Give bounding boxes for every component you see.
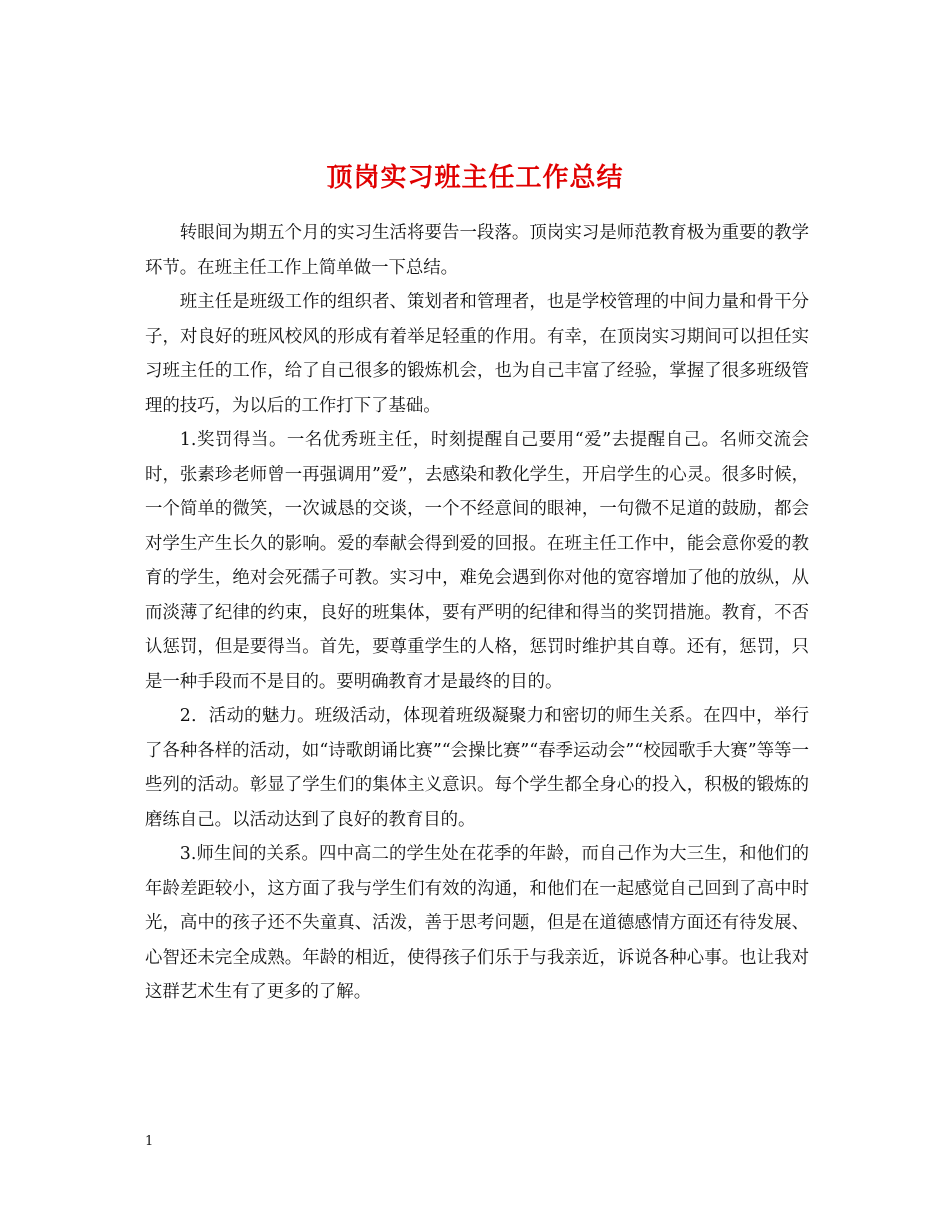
- page-title: 顶岗实习班主任工作总结: [326, 163, 624, 194]
- paragraph-intro: 转眼间为期五个月的实习生活将要告一段落。顶岗实习是师范教育极为重要的教学环节。在班主任工作上简单做一下总结。: [145, 223, 809, 278]
- paragraph-head-teacher-role: 班主任是班级工作的组织者、策划者和管理者，也是学校管理的中间力量和骨干分子，对良好的班风校风的形成有着举足轻重的作用。有幸，在顶岗实习期间可以担任实习班主任的工作，给了自己很多的锻炼机会，也为自己丰富了经验，掌握了很多班级管理的技巧，为以后的工作打下了基础。: [145, 292, 809, 416]
- page-number: 1: [145, 1134, 154, 1149]
- paragraph-teacher-student-relations: 3.师生间的关系。四中高二的学生处在花季的年龄，而自己作为大三生，和他们的年龄差距较小，这方面了我与学生们有效的沟通，和他们在一起感觉自己回到了高中时光，高中的孩子还不失童真、活泼，善于思考问题，但是在道德感情方面还有待发展、心智还未完全成熟。年龄的相近，使得孩子们乐于与我亲近，诉说各种心事。也让我对这群艺术生有了更多的了解。: [145, 844, 809, 1002]
- body-text: [145, 216, 809, 1010]
- paragraph-rewards-punishment: 1.奖罚得当。一名优秀班主任，时刻提醒自己要用“爱”去提醒自己。名师交流会时，张素珍老师曾一再强调用”爱”，去感染和教化学生，开启学生的心灵。很多时候，一个简单的微笑，一次诚恳的交谈，一个不经意间的眼神，一句微不足道的鼓励，都会对学生产生长久的影响。爱的奉献会得到爱的回报。在班主任工作中，能会意你爱的教育的学生，绝对会死孺子可教。实习中，难免会遇到你对他的宽容增加了他的放纵，从而淡薄了纪律的约束，良好的班集体，要有严明的纪律和得当的奖罚措施。教育，不否认惩罚，但是要得当。首先，要尊重学生的人格，惩罚时维护其自尊。还有，惩罚，只是一种手段而不是目的。要明确教育才是最终的目的。: [145, 430, 809, 692]
- paragraph-activities: 2．活动的魅力。班级活动，体现着班级凝聚力和密切的师生关系。在四中，举行了各种各样的活动，如“诗歌朗诵比赛”“会操比赛”“春季运动会”“校园歌手大赛”等等一些列的活动。彰显了学生们的集体主义意识。每个学生都全身心的投入，积极的锻炼的磨练自己。以活动达到了良好的教育目的。: [145, 706, 809, 830]
